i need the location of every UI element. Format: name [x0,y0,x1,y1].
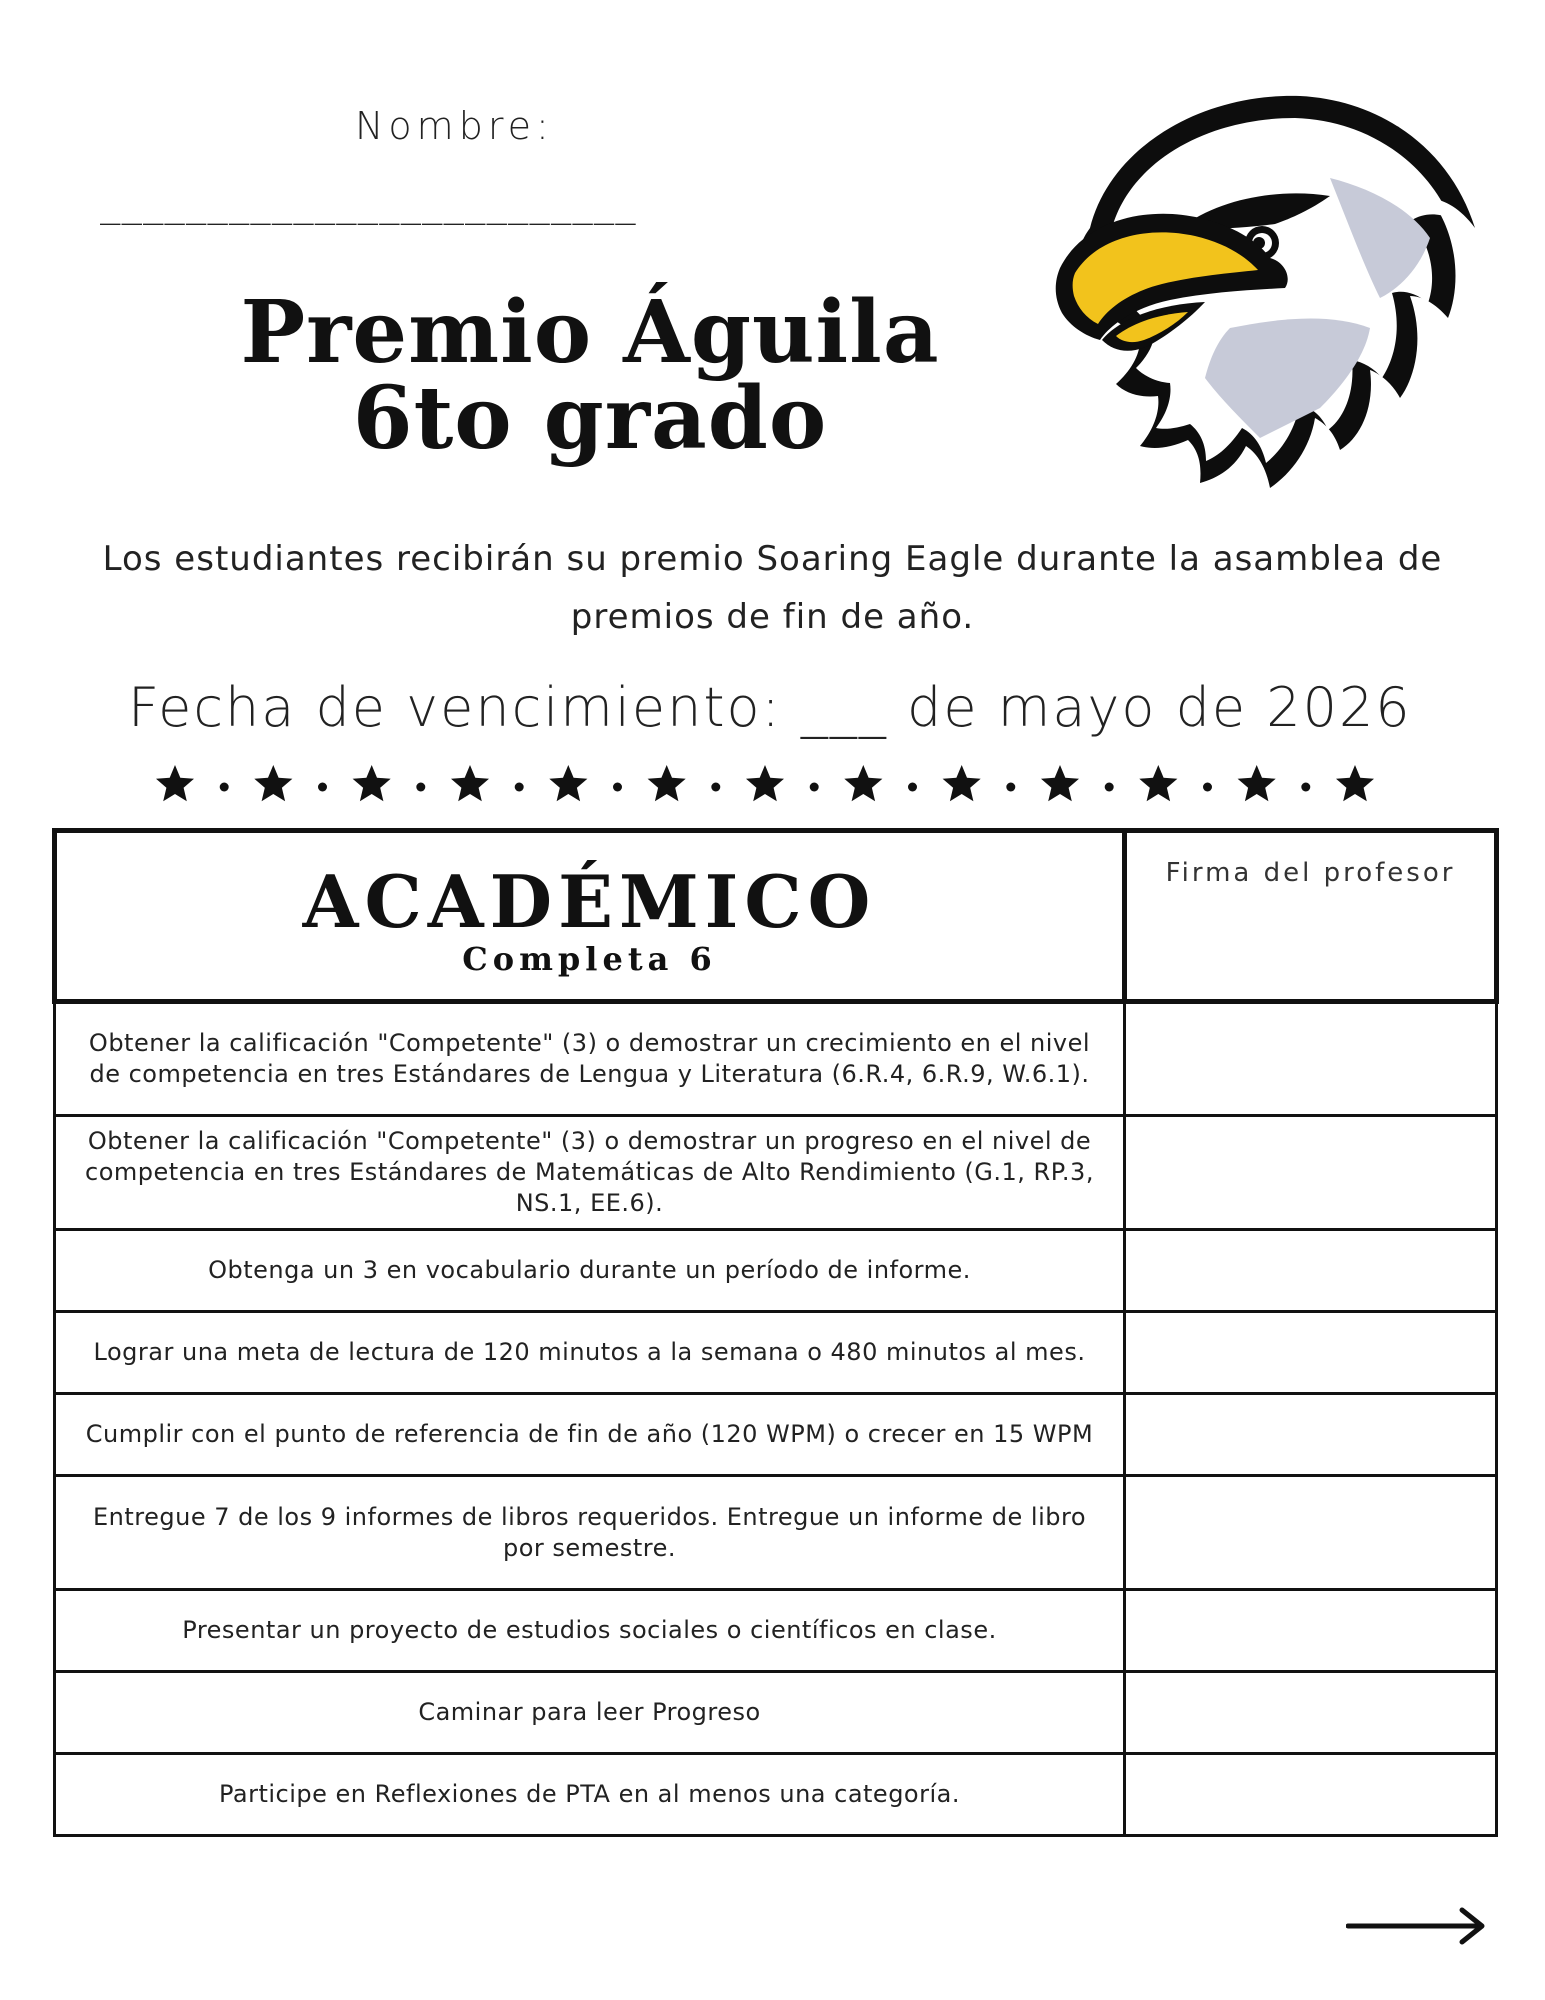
dot-icon [1006,783,1015,792]
table-row [55,1394,1497,1476]
requirement-text: Participe en Reflexiones de PTA en al menos una categoría. [55,1754,1125,1836]
dot-icon [318,783,327,792]
star-icon [1139,765,1177,801]
dot-icon [220,783,229,792]
academic-table [52,828,1499,1837]
name-blank-line: _________________________ [100,186,637,226]
signature-cell[interactable] [1125,1394,1497,1476]
star-icon [254,765,292,801]
page-subtitle: 6to grado [352,368,828,469]
table-row [55,1672,1497,1754]
star-icon [353,765,391,801]
requirement-text: Obtener la calificación "Competente" (3) o demostrar un crecimiento en el nivel de competencia en tres Estándares de Lengua y Literatura (6.R.4, 6.R.9, W.6.1). [55,1002,1125,1116]
dot-icon [416,783,425,792]
signature-cell[interactable] [1125,1312,1497,1394]
requirement-text: Obtener la calificación "Competente" (3) o demostrar un progreso en el nivel de competencia en tres Estándares de Matemáticas de Alto Rendimiento (G.1, RP.3, NS.1, EE.6). [55,1116,1125,1230]
intro-text: Los estudiantes recibirán su premio Soaring Eagle durante la asamblea de premios de fin de año. [102,539,1443,637]
table-row [55,1476,1497,1590]
star-icon [648,765,686,801]
requirement-text: Caminar para leer Progreso [55,1672,1125,1754]
dot-icon [1203,783,1212,792]
dot-icon [1105,783,1114,792]
dot-icon [613,783,622,792]
signature-cell[interactable] [1125,1002,1497,1116]
dot-icon [711,783,720,792]
signature-cell[interactable] [1125,1590,1497,1672]
star-icon [1336,765,1374,801]
table-header-row [55,831,1497,1002]
table-row [55,1002,1497,1116]
academic-heading: ACADÉMICO [302,859,877,944]
table-row [55,1754,1497,1836]
table-row [55,1590,1497,1672]
due-date: Fecha de vencimiento: ___ de mayo de 2026 [128,676,1412,739]
requirement-text: Presentar un proyecto de estudios sociales o científicos en clase. [55,1590,1125,1672]
dot-icon [515,783,524,792]
arrow-right-icon[interactable] [1346,1906,1488,1946]
dot-icon [810,783,819,792]
requirement-text: Obtenga un 3 en vocabulario durante un período de informe. [55,1230,1125,1312]
table-heading-cell [55,831,1125,1002]
signature-cell[interactable] [1125,1754,1497,1836]
table-row [55,1230,1497,1312]
dot-icon [1301,783,1310,792]
star-icon [451,765,489,801]
star-icon [943,765,981,801]
star-icon [844,765,882,801]
signature-cell[interactable] [1125,1476,1497,1590]
requirement-text: Entregue 7 de los 9 informes de libros requeridos. Entregue un informe de libro por semestre. [55,1476,1125,1590]
name-label: Nombre: [355,104,554,148]
star-divider [150,760,1380,810]
dot-icon [908,783,917,792]
page-title: Premio Águila [240,282,940,383]
star-icon [746,765,784,801]
table-row [55,1312,1497,1394]
completa-subheading: Completa 6 [462,940,717,978]
requirement-text: Cumplir con el punto de referencia de fin de año (120 WPM) o crecer en 15 WPM [55,1394,1125,1476]
signature-cell[interactable] [1125,1230,1497,1312]
signature-cell[interactable] [1125,1672,1497,1754]
star-icon [156,765,194,801]
signature-header-cell [1125,831,1497,1002]
star-icon [1238,765,1276,801]
eagle-head-icon [1030,78,1490,498]
signature-header: Firma del profesor [1165,858,1456,888]
requirement-text: Lograr una meta de lectura de 120 minutos a la semana o 480 minutos al mes. [55,1312,1125,1394]
star-icon [1041,765,1079,801]
table-row [55,1116,1497,1230]
star-icon [549,765,587,801]
signature-cell[interactable] [1125,1116,1497,1230]
